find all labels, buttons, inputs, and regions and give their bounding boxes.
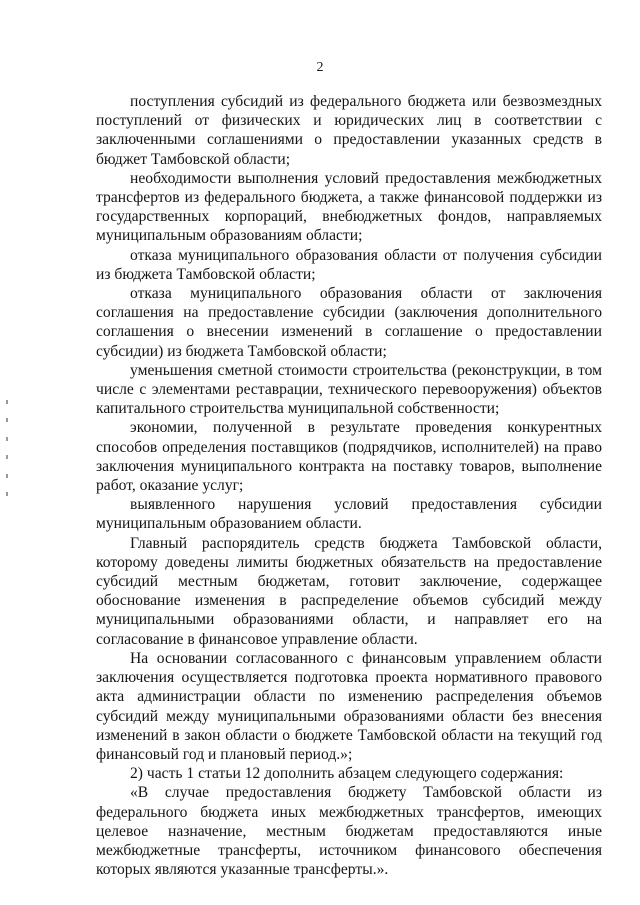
paragraph: уменьшения сметной стоимости строительства (реконструкции, в том числе с элементами реставрации, технического перевооружения) объектов капитального строительства муниципальной собственности; (96, 361, 602, 418)
scan-mark (6, 474, 8, 478)
margin-scan-marks (4, 400, 10, 496)
page-number: 2 (316, 60, 324, 75)
paragraph: Главный распорядитель средств бюджета Тамбовской области, которому доведены лимиты бюджетных обязательств на предоставление субсидий местным бюджетам, готовит заключение, содержащее обоснование изменения в распределение объемов субсидий между муниципальными образованиями области, и направляет его на согласование в финансовое управление области. (96, 534, 602, 648)
scan-mark (6, 418, 8, 422)
scan-mark (6, 492, 8, 496)
paragraph: отказа муниципального образования области от получения субсидии из бюджета Тамбовской области; (96, 246, 602, 283)
paragraph: экономии, полученной в результате проведения конкурентных способов определения поставщиков (подрядчиков, исполнителей) на право заключения муниципального контракта на поставку товаров, выполнение работ, оказание услуг; (96, 419, 602, 495)
paragraph: 2) часть 1 статьи 12 дополнить абзацем следующего содержания: (130, 765, 564, 783)
paragraph: выявленного нарушения условий предоставления субсидии муниципальным образованием области. (96, 496, 602, 533)
scan-mark (6, 455, 8, 459)
scan-mark (6, 437, 8, 441)
paragraph: необходимости выполнения условий предоставления межбюджетных трансфертов из федерального бюджета, а также финансовой поддержки из государственных корпораций, внебюджетных фондов, направляемых муниципальным образованиям области; (96, 169, 602, 245)
paragraph: отказа муниципального образования области от заключения соглашения на предоставление субсидии (заключения дополнительного соглашения о внесении изменений в соглашение о предоставлении субсидии) из бюджета Тамбовской области; (96, 285, 602, 360)
paragraph: «В случае предоставления бюджету Тамбовской области из федерального бюджета иных межбюджетных трансфертов, имеющих целевое назначение, местным бюджетам предоставляются иные межбюджетные трансферты, источником финансового обеспечения которых являются указанные трансферты.». (96, 784, 602, 879)
scan-mark (6, 400, 8, 404)
document-text (96, 92, 602, 879)
paragraph: поступления субсидий из федерального бюджета или безвозмездных поступлений от физических и юридических лиц в соответствии с заключенными соглашениями о предоставлении указанных средств в бюджет Тамбовской области; (96, 93, 602, 168)
paragraph: На основании согласованного с финансовым управлением области заключения осуществляется подготовка проекта нормативного правового акта администрации области по изменению распределения объемов субсидий между муниципальными образованиями области без внесения изменений в закон области о бюджете Тамбовской области на текущий год финансовый год и плановый период.»; (96, 649, 602, 763)
